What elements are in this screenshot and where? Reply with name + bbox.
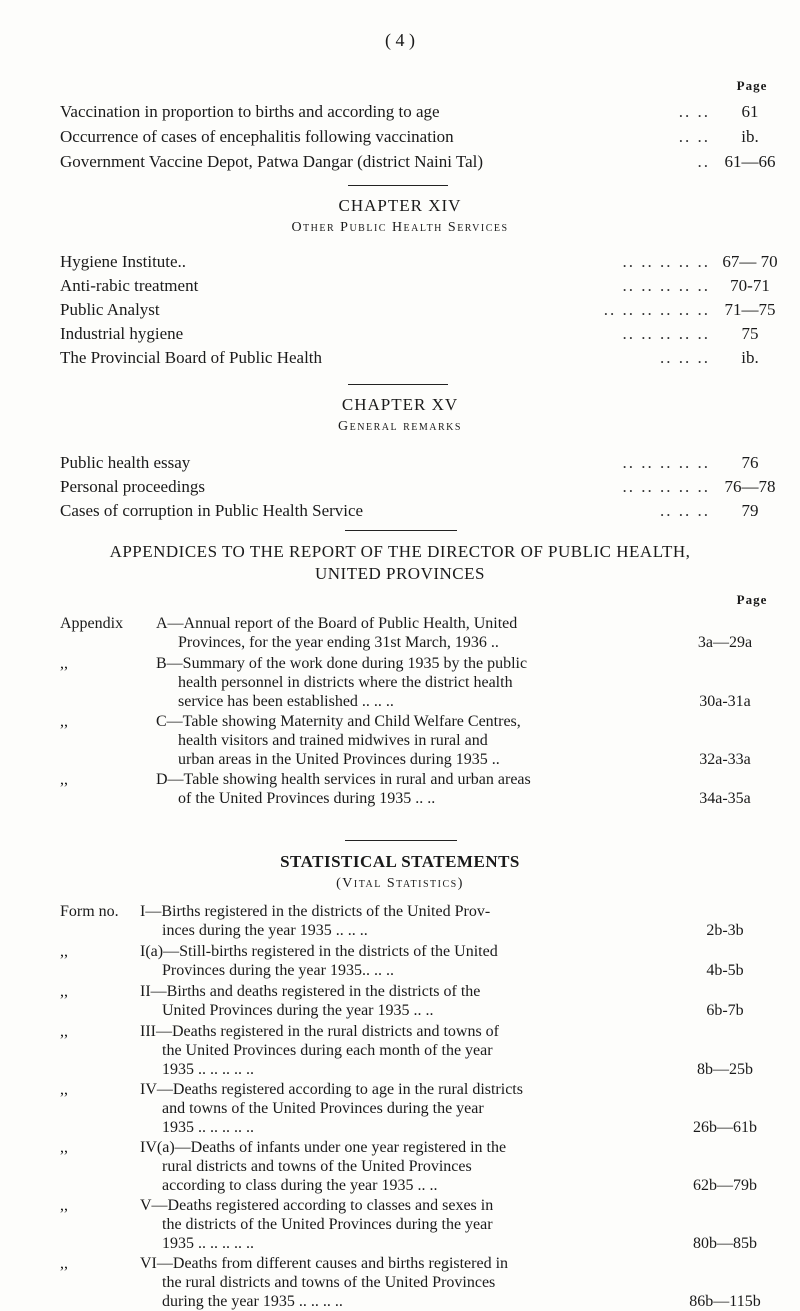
entry-text-line: B—Summary of the work done during 1935 by the public (156, 655, 528, 672)
toc-entry (60, 250, 785, 274)
entry-text-line: Provinces, for the year ending 31st March, 1936 .. (178, 634, 499, 651)
leader-dots: .. .. .. (660, 501, 710, 520)
entry-page: 62b—79b (693, 1177, 757, 1194)
toc-entry (60, 274, 785, 298)
entry-page: 76 (741, 453, 759, 472)
entry-page: 34a-35a (699, 790, 751, 807)
entry-prefix: ,, (60, 713, 68, 730)
toc-entry (60, 100, 785, 124)
entry-text-line: II—Births and deaths registered in the districts of the (140, 983, 481, 1000)
entry-text-line: urban areas in the United Provinces during 1935 .. (178, 751, 500, 768)
entry-text-line: the districts of the United Provinces during the year (162, 1216, 493, 1233)
toc-entry (60, 298, 785, 322)
entry-page: 71—75 (724, 300, 776, 319)
statement-entry (60, 1022, 785, 1079)
entry-title: Occurrence of cases of encephalitis following vaccination (60, 127, 454, 146)
entry-page: 80b—85b (693, 1235, 757, 1252)
entry-prefix: ,, (60, 1081, 68, 1098)
appendices-page-header: Page (736, 592, 768, 607)
entry-page: 26b—61b (693, 1119, 757, 1136)
entry-page: 4b-5b (706, 962, 744, 979)
entry-text-line: during the year 1935 .. .. .. .. (162, 1293, 343, 1310)
leader-dots: .. .. (678, 102, 710, 121)
entry-title: Public health essay (60, 453, 191, 472)
entry-title: Hygiene Institute.. (60, 252, 187, 271)
entry-prefix: ,, (60, 655, 68, 672)
chapter-15-subtitle: General remarks (338, 419, 462, 434)
statement-entry (60, 902, 785, 940)
entry-text-line: 1935 .. .. .. .. .. (162, 1119, 254, 1136)
toc-entry (60, 451, 785, 475)
entry-title: Personal proceedings (60, 477, 205, 496)
divider (348, 384, 448, 385)
leader-dots: .. .. .. .. .. (622, 477, 710, 496)
entry-prefix: ,, (60, 943, 68, 960)
toc-entry (60, 322, 785, 346)
entry-text-line: IV(a)—Deaths of infants under one year registered in the (140, 1139, 507, 1156)
leader-dots: .. .. .. .. .. .. (603, 300, 710, 319)
divider (345, 530, 457, 531)
entry-page: 76—78 (724, 477, 776, 496)
entry-page: ib. (741, 348, 759, 367)
entry-text-line: D—Table showing health services in rural and urban areas (156, 771, 531, 788)
toc-entry (60, 150, 785, 174)
entry-title: The Provincial Board of Public Health (60, 348, 323, 367)
appendices-title-line2: UNITED PROVINCES (315, 564, 485, 583)
entry-page: 6b-7b (706, 1002, 744, 1019)
entry-text-line: III—Deaths registered in the rural districts and towns of (140, 1023, 500, 1040)
statement-entry (60, 1138, 785, 1195)
entry-text-line: A—Annual report of the Board of Public Health, United (156, 615, 518, 632)
entry-text-line: V—Deaths registered according to classes and sexes in (140, 1197, 494, 1214)
statements-subtitle: (Vital Statistics) (336, 876, 464, 891)
entry-text-line: service has been established .. .. .. (178, 693, 394, 710)
entry-title: Industrial hygiene (60, 324, 184, 343)
entry-text-line: of the United Provinces during 1935 .. .. (178, 790, 436, 807)
page-column-header: Page (736, 78, 768, 93)
chapter-14-subtitle: Other Public Health Services (291, 220, 509, 235)
leader-dots: .. .. (678, 127, 710, 146)
entry-text-line: inces during the year 1935 .. .. .. (162, 922, 368, 939)
leader-dots: .. .. .. .. .. (622, 453, 710, 472)
entry-prefix: ,, (60, 771, 68, 788)
appendices-title: APPENDICES TO THE REPORT OF THE DIRECTOR OF PUBLIC HEALTH, (109, 542, 691, 561)
entry-page: 86b—115b (689, 1293, 761, 1310)
entry-prefix: ,, (60, 1023, 68, 1040)
entry-page: 79 (741, 501, 759, 520)
entry-page: 61 (741, 102, 759, 121)
statement-entry (60, 942, 785, 980)
entry-page: 61—66 (724, 152, 776, 171)
statement-entry (60, 1254, 785, 1311)
appendix-entry (60, 654, 785, 711)
entry-text-line: and towns of the United Provinces during the year (162, 1100, 484, 1117)
page-number: ( 4 ) (385, 30, 415, 50)
entry-page: 3a—29a (697, 634, 753, 651)
toc-entry (60, 346, 785, 370)
appendix-entry (60, 712, 785, 769)
toc-entry (60, 475, 785, 499)
chapter-14-title: CHAPTER XIV (338, 196, 462, 215)
entry-text-line: 1935 .. .. .. .. .. (162, 1235, 254, 1252)
entry-text-line: according to class during the year 1935 .. .. (162, 1177, 438, 1194)
entry-text-line: health personnel in districts where the district health (178, 674, 513, 691)
entry-title: Government Vaccine Depot, Patwa Dangar (district Naini Tal) (60, 152, 484, 171)
entry-text-line: VI—Deaths from different causes and births registered in (140, 1255, 509, 1272)
entry-text-line: I(a)—Still-births registered in the districts of the United (140, 943, 498, 960)
leader-dots: .. .. .. .. .. (622, 252, 710, 271)
leader-dots: .. .. .. .. .. (622, 324, 710, 343)
entry-title: Cases of corruption in Public Health Service (60, 501, 364, 520)
entry-text-line: rural districts and towns of the United Provinces (162, 1158, 472, 1175)
entry-text-line: United Provinces during the year 1935 .. .. (162, 1002, 434, 1019)
entry-text-line: Provinces during the year 1935.. .. .. (162, 962, 394, 979)
entry-text-line: the rural districts and towns of the United Provinces (162, 1274, 496, 1291)
leader-dots: .. .. .. (660, 348, 710, 367)
appendix-entry (60, 770, 785, 808)
entry-text-line: the United Provinces during each month of the year (162, 1042, 493, 1059)
entry-page: 30a-31a (699, 693, 751, 710)
chapter-15-title: CHAPTER XV (341, 395, 459, 414)
toc-entry (60, 499, 785, 523)
divider (345, 840, 457, 841)
entry-text-line: C—Table showing Maternity and Child Welfare Centres, (156, 713, 521, 730)
entry-prefix: ,, (60, 1197, 68, 1214)
entry-text-line: health visitors and trained midwives in rural and (178, 732, 488, 749)
entry-page: ib. (741, 127, 759, 146)
entry-title: Vaccination in proportion to births and according to age (60, 102, 440, 121)
statement-entry (60, 982, 785, 1020)
statement-entry (60, 1196, 785, 1253)
entry-text-line: I—Births registered in the districts of the United Prov- (140, 903, 491, 920)
entry-prefix: ,, (60, 1139, 68, 1156)
entry-title: Anti-rabic treatment (60, 276, 199, 295)
entry-page: 32a-33a (699, 751, 751, 768)
appendix-entry (60, 614, 785, 652)
entry-text-line: IV—Deaths registered according to age in the rural districts (140, 1081, 523, 1098)
divider (348, 185, 448, 186)
toc-entry (60, 125, 785, 149)
entry-page: 67— 70 (722, 252, 778, 271)
entry-prefix: ,, (60, 983, 68, 1000)
leader-dots: .. .. .. .. .. (622, 276, 710, 295)
statement-entry (60, 1080, 785, 1137)
entry-text-line: 1935 .. .. .. .. .. (162, 1061, 254, 1078)
entry-page: 8b—25b (697, 1061, 753, 1078)
entry-page: 2b-3b (706, 922, 744, 939)
entry-prefix: Appendix (60, 615, 124, 632)
statements-title: STATISTICAL STATEMENTS (280, 852, 520, 871)
entry-title: Public Analyst (60, 300, 160, 319)
entry-prefix: ,, (60, 1255, 68, 1272)
entry-page: 70-71 (730, 276, 770, 295)
entry-prefix: Form no. (60, 903, 119, 920)
entry-page: 75 (741, 324, 759, 343)
leader-dots: .. (697, 152, 710, 171)
